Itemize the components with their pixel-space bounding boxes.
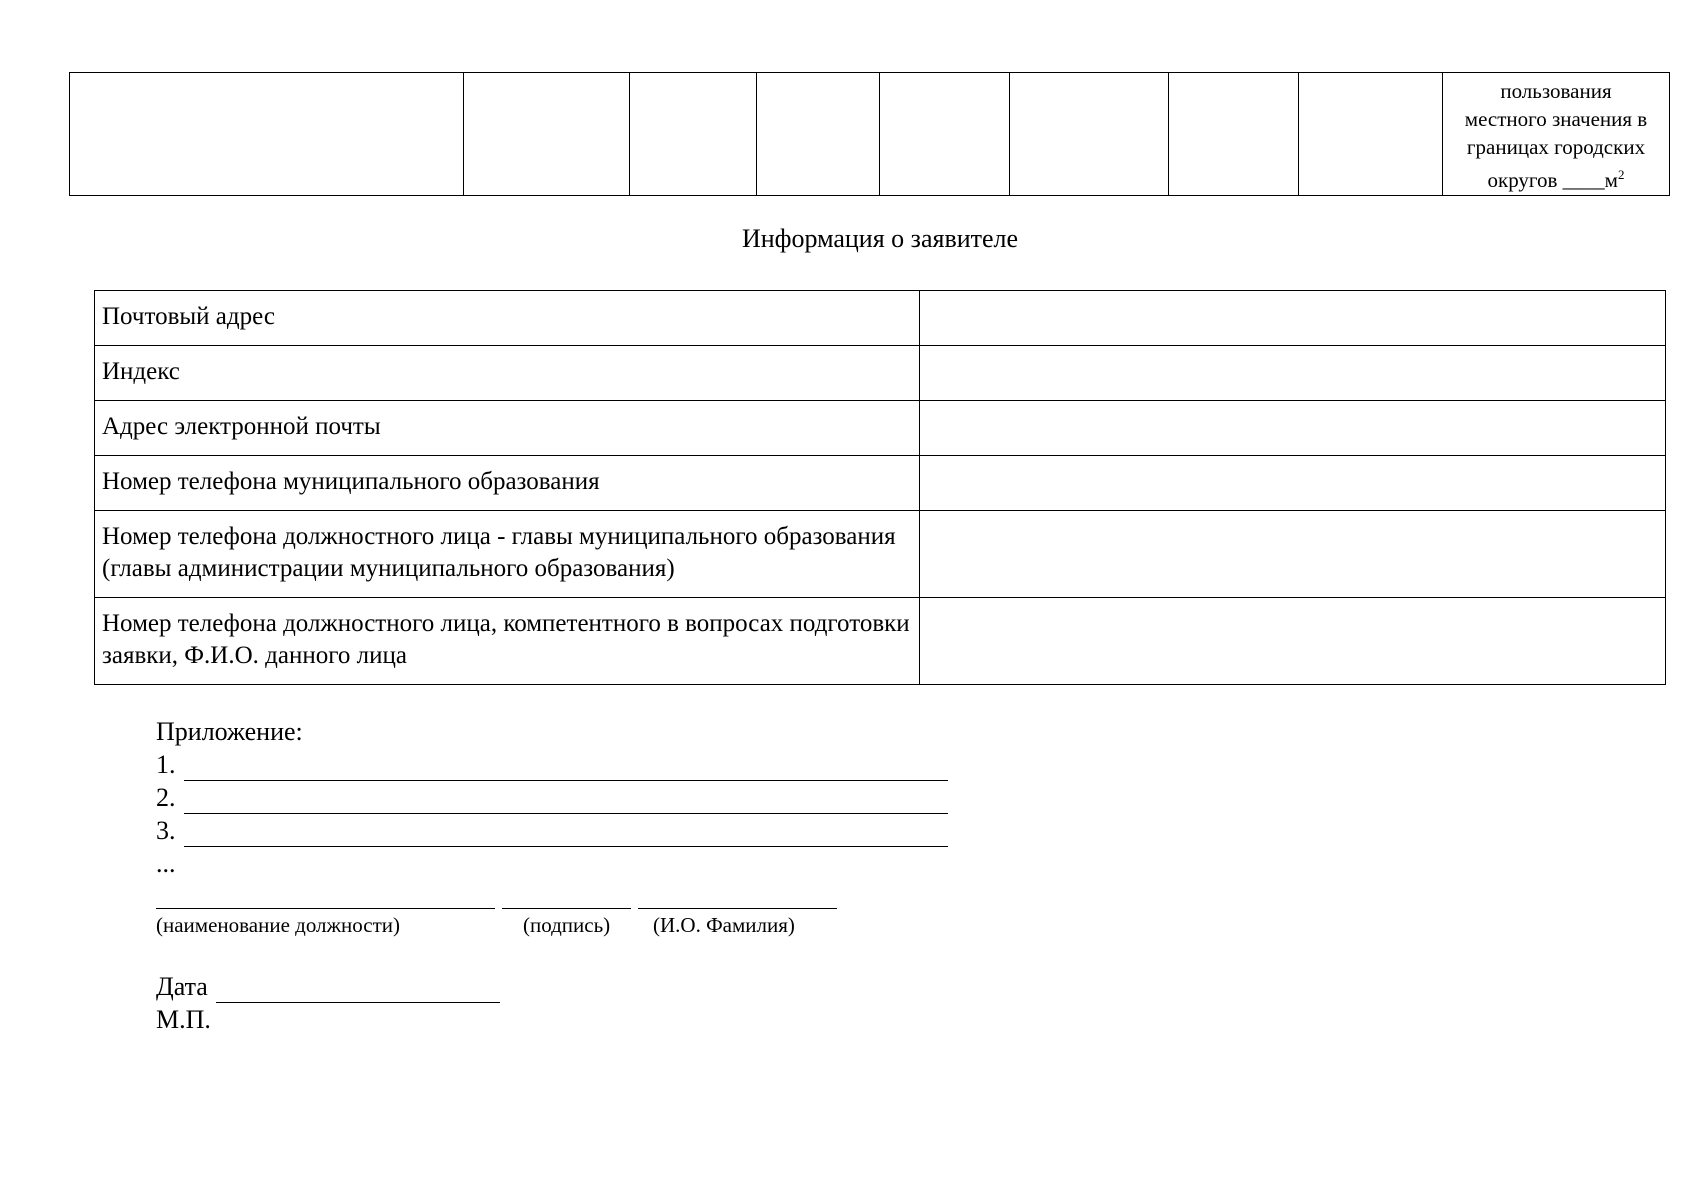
table-row (95, 456, 1666, 511)
continued-table-row (70, 73, 1670, 196)
row-label-index: Индекс (95, 346, 920, 401)
date-block (156, 970, 500, 1036)
position-caption: (наименование должности) (156, 913, 401, 937)
road-area-line: местного значения в (1464, 107, 1648, 131)
table-row (95, 346, 1666, 401)
row-label-postal-address: Почтовый адрес (95, 291, 920, 346)
attachment-number: 3. (156, 816, 176, 845)
attachment-item (156, 781, 948, 814)
attachment-blank-line[interactable] (184, 754, 948, 781)
signature-lines (156, 888, 837, 909)
row-label-email: Адрес электронной почты (95, 401, 920, 456)
table-row (95, 401, 1666, 456)
signature-block (156, 888, 837, 939)
table-cell (464, 73, 630, 196)
attachment-blank-line[interactable] (184, 787, 948, 814)
stamp-label: М.П. (156, 1005, 211, 1034)
applicant-info-table (94, 290, 1666, 685)
signature-blank-line[interactable] (502, 888, 631, 909)
signature-captions (156, 909, 837, 939)
table-cell (880, 73, 1010, 196)
row-value-head-phone[interactable] (920, 511, 1666, 598)
table-cell (1169, 73, 1299, 196)
attachment-blank-line[interactable] (184, 820, 948, 847)
name-blank-line[interactable] (638, 888, 837, 909)
signature-caption: (подпись) (523, 913, 611, 937)
attachments-heading: Приложение: (156, 717, 303, 746)
attachments-ellipsis: ... (156, 849, 176, 878)
row-value-contact-phone[interactable] (920, 598, 1666, 685)
row-label-municipality-phone: Номер телефона муниципального образования (95, 456, 920, 511)
date-label: Дата (156, 972, 208, 1001)
position-blank-line[interactable] (156, 888, 495, 909)
attachment-number: 1. (156, 750, 176, 779)
unit-superscript: 2 (1617, 167, 1625, 182)
table-row (95, 511, 1666, 598)
attachment-item (156, 748, 948, 781)
road-area-line: границах городских (1466, 135, 1646, 159)
row-value-municipality-phone[interactable] (920, 456, 1666, 511)
attachments-block (156, 715, 948, 880)
attachment-item (156, 814, 948, 847)
table-row (95, 291, 1666, 346)
date-line (156, 970, 500, 1003)
road-area-line (1443, 161, 1669, 194)
name-caption: (И.О. Фамилия) (653, 913, 795, 937)
row-label-contact-phone: Номер телефона должностного лица, компетентного в вопросах подготовки заявки, Ф.И.О. данного лица (95, 598, 920, 685)
table-cell-road-area (1443, 73, 1670, 196)
row-value-email[interactable] (920, 401, 1666, 456)
table-cell (70, 73, 464, 196)
table-row (95, 598, 1666, 685)
table-cell (757, 73, 880, 196)
row-value-postal-address[interactable] (920, 291, 1666, 346)
table-cell (1010, 73, 1169, 196)
attachment-number: 2. (156, 783, 176, 812)
row-label-head-phone: Номер телефона должностного лица - главы муниципального образования (главы администрации муниципального образования) (95, 511, 920, 598)
road-area-line: пользования (1500, 79, 1612, 103)
table-cell (1299, 73, 1443, 196)
table-cell (630, 73, 757, 196)
road-area-unit: округов ____м (1487, 168, 1618, 192)
section-title: Информация о заявителе (741, 224, 1019, 253)
continued-table (69, 72, 1670, 196)
row-value-index[interactable] (920, 346, 1666, 401)
date-blank-line[interactable] (216, 976, 500, 1003)
